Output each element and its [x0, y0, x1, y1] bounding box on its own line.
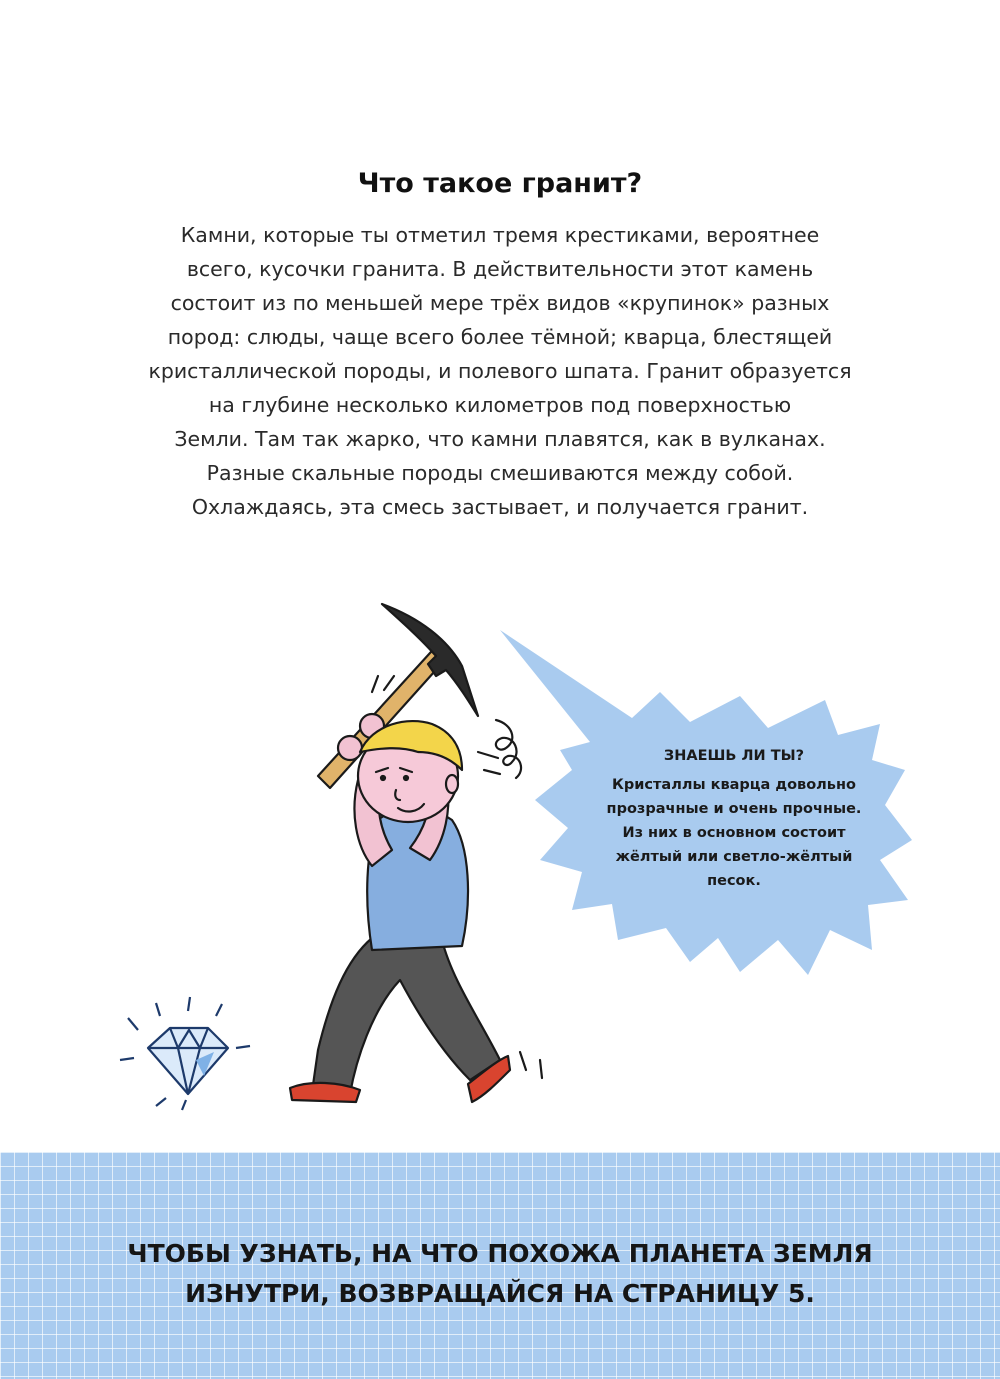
- body-line: пород: слюды, чаще всего более тёмной; кварца, блестящей: [167, 325, 833, 349]
- body-line: кристаллической породы, и полевого шпата. Гранит образуется: [148, 359, 852, 383]
- callout-line: Кристаллы кварца довольно: [612, 777, 856, 793]
- body-line: всего, кусочки гранита. В действительности этот камень: [186, 257, 814, 281]
- callout-heading: ЗНАЕШЬ ЛИ ТЫ?: [663, 748, 805, 764]
- boy-with-pickaxe-icon: [290, 604, 542, 1102]
- body-paragraph: [100, 218, 900, 524]
- body-line: Охлаждаясь, эта смесь застывает, и получается гранит.: [191, 495, 809, 519]
- footer-instruction: [0, 1234, 1000, 1314]
- body-line: Разные скальные породы смешиваются между собой.: [206, 461, 794, 485]
- body-line: состоит из по меньшей мере трёх видов «крупинок» разных: [170, 291, 830, 315]
- callout-line: песок.: [707, 873, 761, 889]
- callout-line: прозрачные и очень прочные.: [606, 801, 862, 817]
- body-line: Камни, которые ты отметил тремя крестиками, вероятнее: [180, 223, 820, 247]
- callout-line: жёлтый или светло-жёлтый: [615, 849, 853, 865]
- footer-line: ЧТОБЫ УЗНАТЬ, НА ЧТО ПОХОЖА ПЛАНЕТА ЗЕМЛЯ: [127, 1239, 873, 1268]
- body-line: Земли. Там так жарко, что камни плавятся, как в вулканах.: [174, 427, 826, 451]
- did-you-know-callout: [600, 748, 868, 893]
- footer-line: ИЗНУТРИ, ВОЗВРАЩАЙСЯ НА СТРАНИЦУ 5.: [185, 1279, 815, 1308]
- footer-grid-banner: [0, 1152, 1000, 1379]
- page-title: Что такое гранит?: [357, 168, 643, 199]
- crystal-icon: [120, 997, 250, 1110]
- callout-line: Из них в основном состоит: [622, 825, 846, 841]
- body-line: на глубине несколько километров под поверхностью: [208, 393, 792, 417]
